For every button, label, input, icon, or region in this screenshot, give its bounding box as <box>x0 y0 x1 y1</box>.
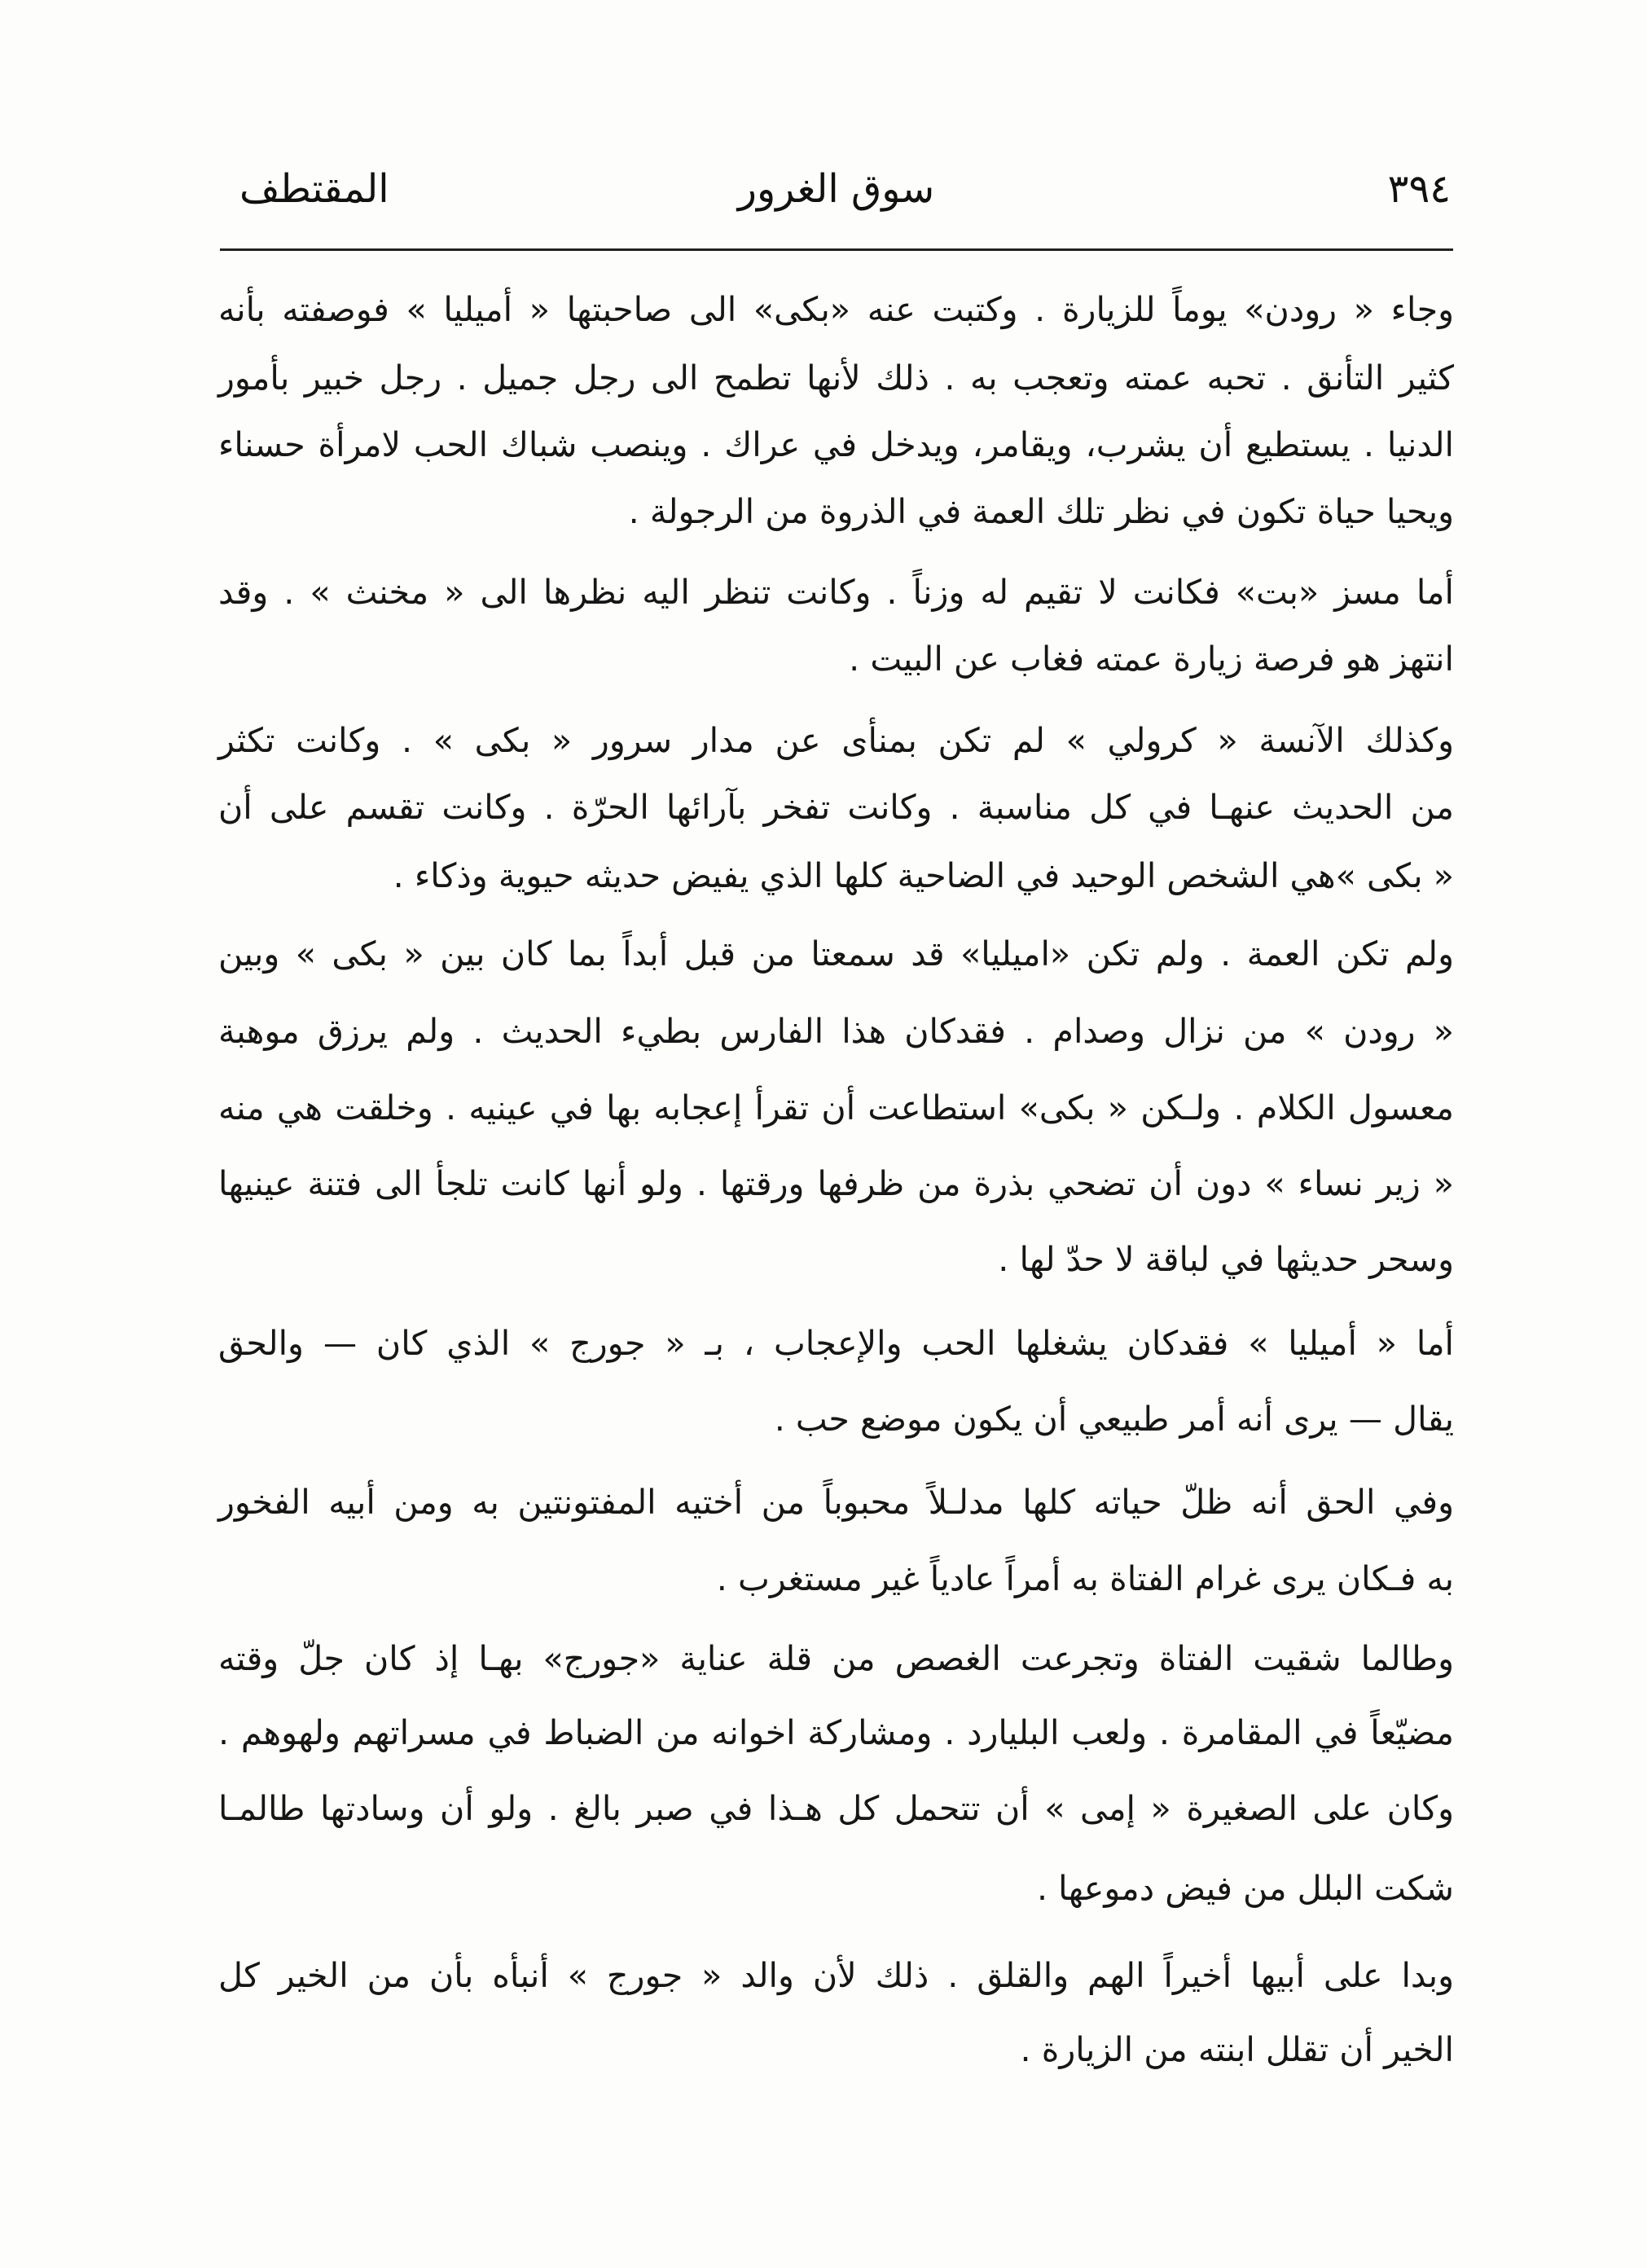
text-line: مضيّعاً في المقامرة . ولعب البليارد . ومشاركة اخوانه من الضباط في مسراتهم ولهوهم . <box>218 1713 1454 1752</box>
text-line: « زير نساء » دون أن تضحي بذرة من ظرفها ورقتها . ولو أنها كانت تلجأ الى فتنة عينيها <box>218 1164 1454 1203</box>
text-line: ولم تكن العمة . ولم تكن «اميليا» قد سمعتا من قبل أبداً بما كان بين « بكى » وبين <box>218 934 1454 974</box>
text-line: وبدا على أبيها أخيراً الهم والقلق . ذلك لأن والد « جورج » أنبأه بأن من الخير كل <box>218 1956 1454 1995</box>
text-line: وفي الحق أنه ظلّ حياته كلها مدلـلاً محبوباً من أختيه المفتونتين به ومن أبيه الفخور <box>218 1483 1454 1522</box>
header-rule <box>220 248 1453 251</box>
text-line: من الحديث عنهـا في كل مناسبة . وكانت تفخر بآرائها الحرّة . وكانت تقسم على أن <box>218 788 1454 827</box>
text-line: وطالما شقيت الفتاة وتجرعت الغصص من قلة عناية «جورج» بهـا إذ كان جلّ وقته <box>218 1639 1454 1678</box>
text-line: معسول الكلام . ولـكن « بكى» استطاعت أن تقرأ إعجابه بها في عينيه . وخلقت هي منه <box>218 1088 1454 1127</box>
text-line: به فـكان يرى غرام الفتاة به أمراً عادياً غير مستغرب . <box>716 1559 1454 1598</box>
text-line: أما « أميليا » فقدكان يشغلها الحب والإعجاب ، بـ « جورج » الذي كان — والحق <box>218 1324 1454 1363</box>
text-line: ويحيا حياة تكون في نظر تلك العمة في الذروة من الرجولة . <box>628 492 1454 531</box>
text-line: كثير التأنق . تحبه عمته وتعجب به . ذلك لأنها تطمح الى رجل جميل . رجل خبير بأمور <box>218 358 1454 398</box>
text-line: « بكى »هي الشخص الوحيد في الضاحية كلها الذي يفيض حديثه حيوية وذكاء . <box>393 856 1454 895</box>
text-line: وجاء « رودن» يوماً للزيارة . وكتبت عنه «بكى» الى صاحبتها « أميليا » فوصفته بأنه <box>218 290 1454 329</box>
text-line: وسحر حديثها في لباقة لا حدّ لها . <box>998 1240 1454 1279</box>
page-number: ٣٩٤ <box>1387 166 1451 212</box>
text-line: الخير أن تقلل ابنته من الزيارة . <box>1020 2030 1454 2069</box>
text-line: « رودن » من نزال وصدام . فقدكان هذا الفارس بطيء الحديث . ولم يرزق موهبة <box>218 1012 1454 1051</box>
text-line: أما مسز «بت» فكانت لا تقيم له وزناً . وكانت تنظر اليه نظرها الى « مخنث » . وقد <box>218 573 1454 612</box>
chapter-title: سوق الغرور <box>737 166 935 212</box>
text-line: انتهز هو فرصة زيارة عمته فغاب عن البيت . <box>849 640 1454 679</box>
text-line: الدنيا . يستطيع أن يشرب، ويقامر، ويدخل في عراك . وينصب شباك الحب لامرأة حسناء <box>218 425 1454 464</box>
text-line: يقال — يرى أنه أمر طبيعي أن يكون موضع حب . <box>774 1400 1454 1439</box>
running-header <box>218 160 1454 218</box>
publication-name: المقتطف <box>239 166 389 212</box>
text-line: وكان على الصغيرة « إمى » أن تتحمل كل هـذا في صبر بالغ . ولو أن وسادتها طالمـا <box>218 1789 1454 1828</box>
text-line: شكت البلل من فيض دموعها . <box>1036 1869 1454 1908</box>
text-line: وكذلك الآنسة « كرولي » لم تكن بمنأى عن مدار سرور « بكى » . وكانت تكثر <box>218 721 1454 760</box>
